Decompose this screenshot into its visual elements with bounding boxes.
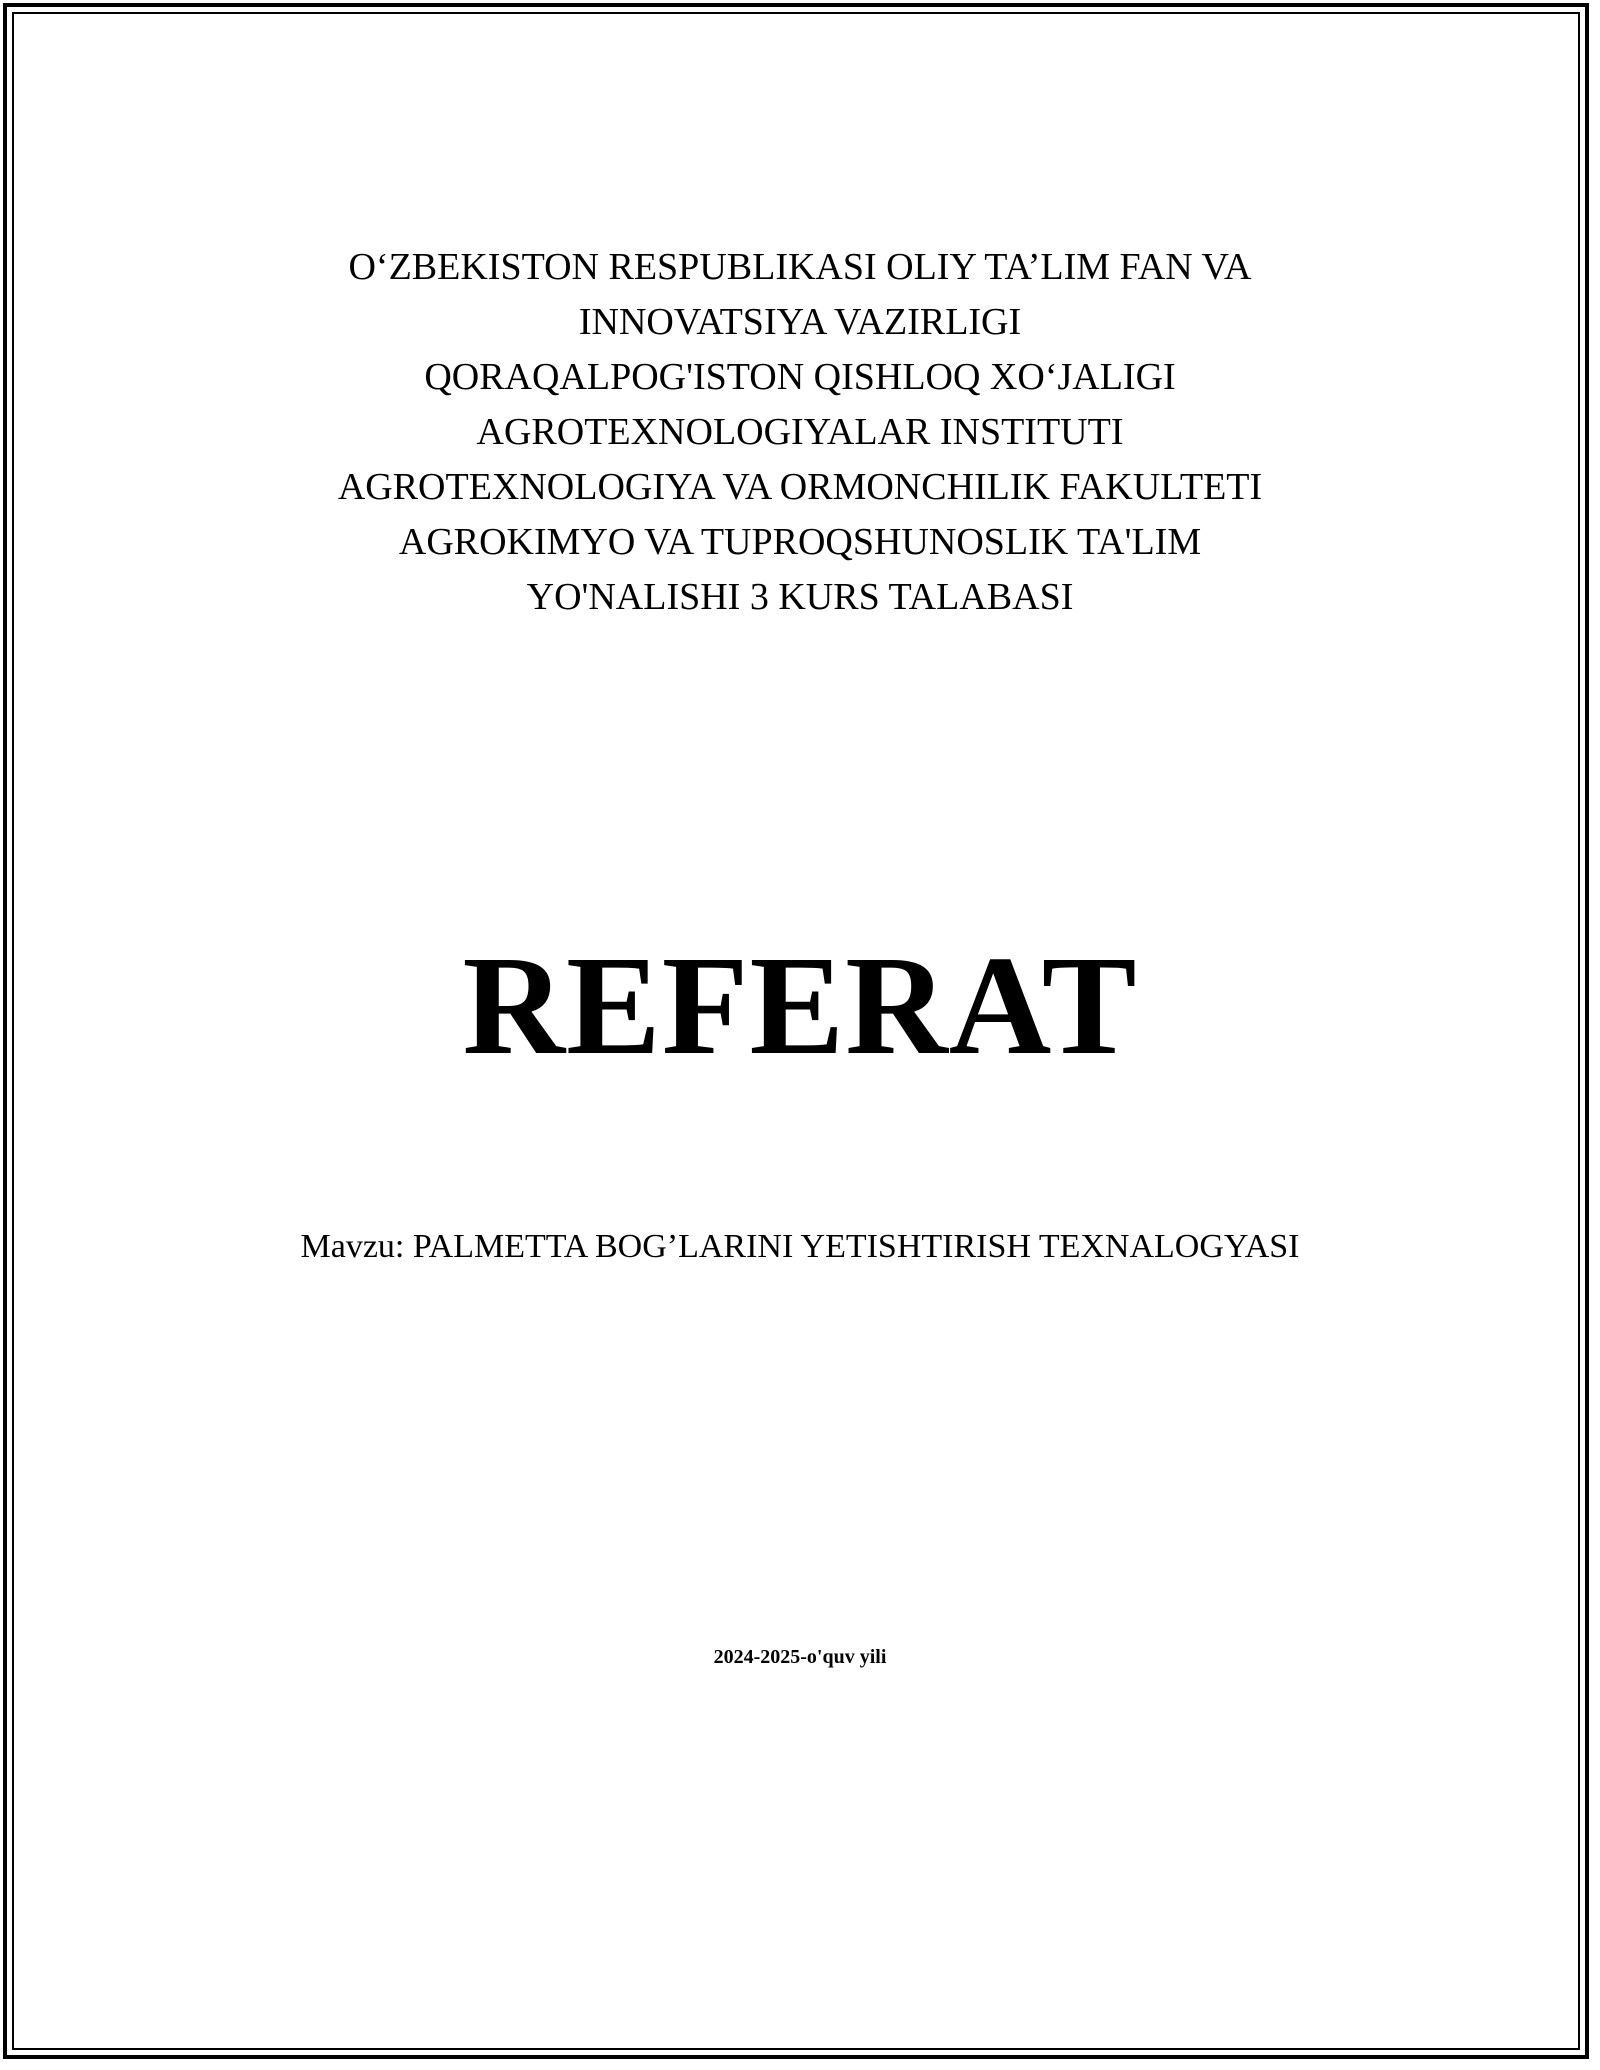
header-line-direction-1: AGROKIMYO VA TUPROQSHUNOSLIK TA'LIM xyxy=(398,521,1202,563)
header-line-ministry-2: INNOVATSIYA VAZIRLIGI xyxy=(578,301,1022,343)
institution-header xyxy=(0,240,1600,625)
header-line-faculty: AGROTEXNOLOGIYA VA ORMONCHILIK FAKULTETI xyxy=(337,466,1263,508)
header-line-ministry-1: O‘ZBEKISTON RESPUBLIKASI OLIY TA’LIM FAN VA xyxy=(348,246,1252,288)
academic-year: 2024-2025-o'quv yili xyxy=(713,1646,887,1668)
header-line-institute-2: AGROTEXNOLOGIYALAR INSTITUTI xyxy=(476,411,1124,453)
document-title: REFERAT xyxy=(462,926,1138,1084)
header-line-institute-1: QORAQALPOG'ISTON QISHLOQ XO‘JALIGI xyxy=(424,356,1176,398)
document-topic: Mavzu: PALMETTA BOG’LARINI YETISHTIRISH TEXNALOGYASI xyxy=(300,1228,1300,1265)
header-line-direction-2: YO'NALISHI 3 KURS TALABASI xyxy=(526,576,1074,618)
